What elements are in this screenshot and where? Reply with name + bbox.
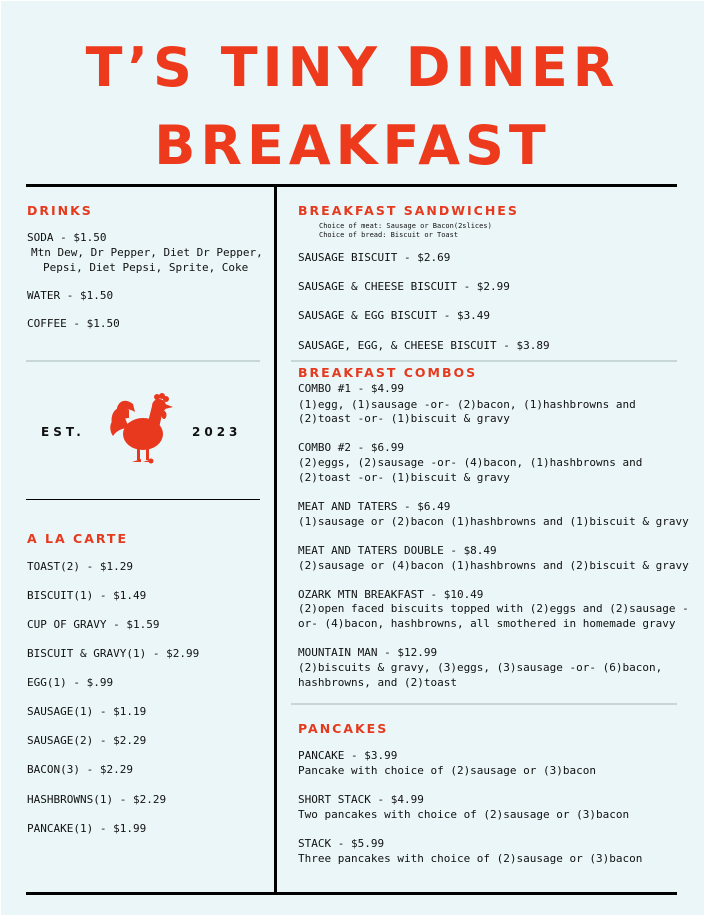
combo-desc: (2)sausage or (4)bacon (1)hashbrowns and (2)biscuit & gravy [298,559,689,572]
badge-divider [26,499,260,500]
combo-desc: (2)biscuits & gravy, (3)eggs, (3)sausage -or- (6)bacon, [298,661,663,674]
alacarte-item: BISCUIT(1) - $1.49 [27,589,147,602]
pancake-name: STACK - $5.99 [298,837,385,850]
diner-name: T’S TINY DINER [85,36,620,99]
pancake-name: PANCAKE - $3.99 [298,749,398,762]
alacarte-item: SAUSAGE(2) - $2.29 [27,734,147,747]
pancake-desc: Two pancakes with choice of (2)sausage or (3)bacon [298,808,630,821]
sandwich-meat-note: Choice of meat: Sausage or Bacon(2slices) [319,222,492,230]
drinks-divider [26,360,260,362]
bottom-rule [26,892,677,895]
pancakes-heading: PANCAKES [298,721,389,736]
combo-name: COMBO #2 - $6.99 [298,441,404,454]
rooster-icon [99,388,185,472]
pancake-name: SHORT STACK - $4.99 [298,793,424,806]
combo-name: MOUNTAIN MAN - $12.99 [298,646,438,659]
drinks-heading: DRINKS [27,203,93,218]
sandwiches-divider [291,360,677,362]
combo-desc: (1)sausage or (2)bacon (1)hashbrowns and (1)biscuit & gravy [298,515,689,528]
soda-flavors: Mtn Dew, Dr Pepper, Diet Dr Pepper, [31,246,263,259]
alacarte-item: BACON(3) - $2.29 [27,763,133,776]
sandwich-item: SAUSAGE & CHEESE BISCUIT - $2.99 [298,280,510,293]
alacarte-item: CUP OF GRAVY - $1.59 [27,618,160,631]
sandwich-item: SAUSAGE, EGG, & CHEESE BISCUIT - $3.89 [298,339,550,352]
menu-title: BREAKFAST [154,114,551,177]
est-label: EST. [41,425,85,439]
logo [99,388,185,472]
menu-page [1,1,704,915]
combo-desc: (2)eggs, (2)sausage -or- (4)bacon, (1)hashbrowns and [298,456,643,469]
sandwich-item: SAUSAGE & EGG BISCUIT - $3.49 [298,309,491,322]
combo-name: COMBO #1 - $4.99 [298,382,404,395]
alacarte-item: SAUSAGE(1) - $1.19 [27,705,147,718]
combo-desc: or- (4)bacon, hashbrowns, all smothered in homemade gravy [298,617,676,630]
soda-item: SODA - $1.50 [27,231,107,244]
alacarte-item: BISCUIT & GRAVY(1) - $2.99 [27,647,200,660]
combo-desc: (2)toast -or- (1)biscuit & gravy [298,471,510,484]
combo-desc: (2)toast -or- (1)biscuit & gravy [298,412,510,425]
top-rule [26,184,677,187]
pancake-desc: Three pancakes with choice of (2)sausage or (3)bacon [298,852,643,865]
combo-name: MEAT AND TATERS DOUBLE - $8.49 [298,544,497,557]
sandwich-bread-note: Choice of bread: Biscuit or Toast [319,231,459,239]
combo-desc: hashbrowns, and (2)toast [298,676,457,689]
pancake-desc: Pancake with choice of (2)sausage or (3)bacon [298,764,597,777]
combo-desc: (2)open faced biscuits topped with (2)eggs and (2)sausage - [298,602,689,615]
combo-name: OZARK MTN BREAKFAST - $10.49 [298,588,484,601]
combos-divider [291,703,677,705]
alacarte-item: HASHBROWNS(1) - $2.29 [27,793,167,806]
sandwich-item: SAUSAGE BISCUIT - $2.69 [298,251,451,264]
alacarte-item: EGG(1) - $.99 [27,676,114,689]
est-year: 2023 [192,425,242,439]
water-item: WATER - $1.50 [27,289,114,302]
combos-heading: BREAKFAST COMBOS [298,365,478,380]
combo-name: MEAT AND TATERS - $6.49 [298,500,451,513]
combo-desc: (1)egg, (1)sausage -or- (2)bacon, (1)hashbrowns and [298,398,636,411]
soda-flavors: Pepsi, Diet Pepsi, Sprite, Coke [43,261,249,274]
alacarte-item: TOAST(2) - $1.29 [27,560,133,573]
sandwiches-heading: BREAKFAST SANDWICHES [298,203,519,218]
coffee-item: COFFEE - $1.50 [27,317,120,330]
alacarte-item: PANCAKE(1) - $1.99 [27,822,147,835]
alacarte-heading: A LA CARTE [27,531,128,546]
column-divider [274,184,277,895]
